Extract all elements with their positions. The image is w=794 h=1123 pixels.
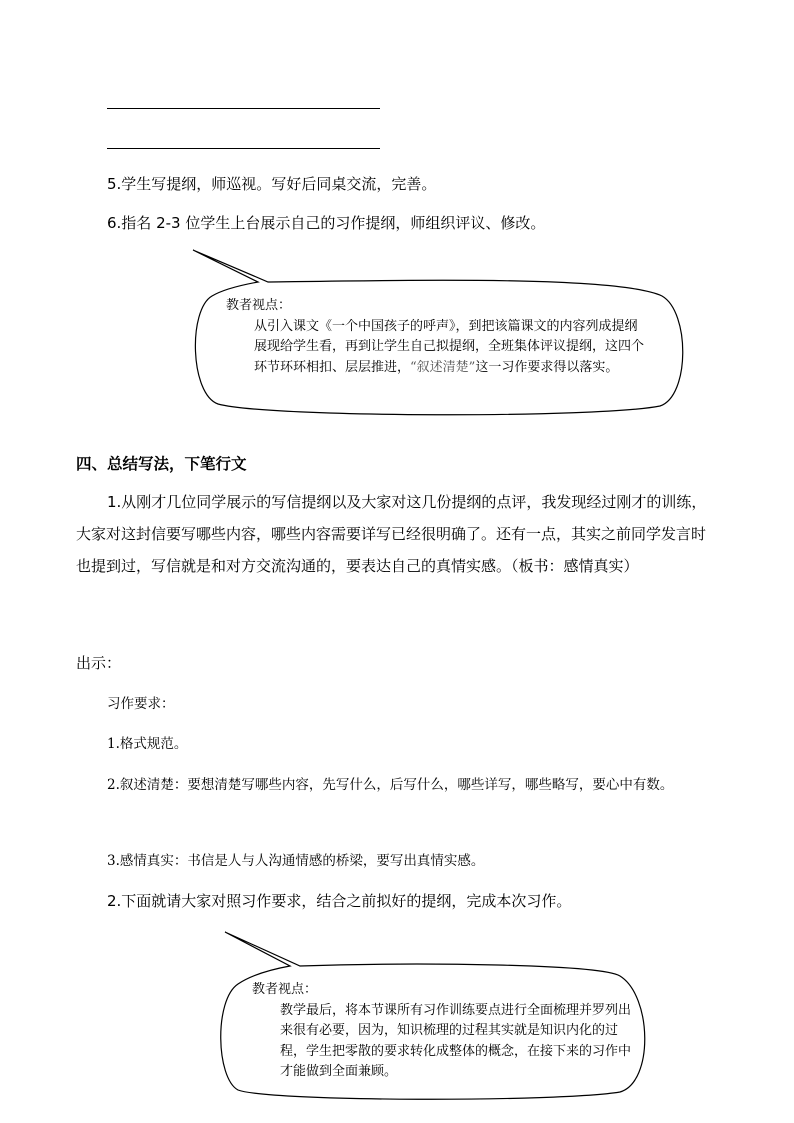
callout-2-title: 教者视点： [252, 982, 318, 997]
callout-1-content [226, 296, 646, 378]
section-4-heading: 四、总结写法，下笔行文 [76, 455, 247, 473]
section-4-paragraph-1: 1.从刚才几位同学展示的写信提纲以及大家对这几份提纲的点评，我发现经过刚才的训练，大家对这封信要写哪些内容，哪些内容需要详写已经很明确了。还有一点，其实之前同学发言时也提到过，写信就是和对方交流沟通的，要表达自己的真情实感。（板书：感情真实） [76, 493, 707, 575]
requirements-title: 习作要求： [107, 696, 175, 712]
requirement-3: 3.感情真实：书信是人与人沟通情感的桥梁，要写出真情实感。 [107, 853, 485, 869]
callout-1-text-before: 从引入课文《一个中国孩子的呼声》，到把该篇课文的内容列成提纲展现给学生看，再到让学生自己拟提纲，全班集体评议提纲，这四个环节环环相扣、层层推进， [254, 318, 645, 375]
requirement-1: 1.格式规范。 [107, 736, 188, 752]
callout-2-body: 教学最后，将本节课所有习作训练要点进行全面梳理并罗列出来很有必要，因为，知识梳理的过程其实就是知识内化的过程，学生把零散的要求转化成整体的概念，在接下来的习作中才能做到全面兼顾。 [280, 1002, 632, 1079]
callout-1-text-after: 这一习作要求得以落实。 [475, 359, 619, 375]
section-4-paragraph-2: 2.下面就请大家对照习作要求，结合之前拟好的提纲，完成本次习作。 [107, 892, 572, 910]
callout-1-title: 教者视点： [226, 298, 292, 313]
item-5: 5.学生写提纲，师巡视。写好后同桌交流，完善。 [107, 175, 437, 193]
show-label: 出示： [76, 654, 122, 672]
callout-1-quote: “叙述清楚” [410, 359, 476, 375]
callout-2-content [252, 980, 632, 1083]
requirement-2: 2.叙述清楚：要想清楚写哪些内容，先写什么，后写什么，哪些详写，哪些略写，要心中有数。 [107, 777, 674, 793]
callout-1-body [226, 317, 646, 379]
item-6: 6.指名 2-3 位学生上台展示自己的习作提纲，师组织评议、修改。 [107, 214, 546, 232]
